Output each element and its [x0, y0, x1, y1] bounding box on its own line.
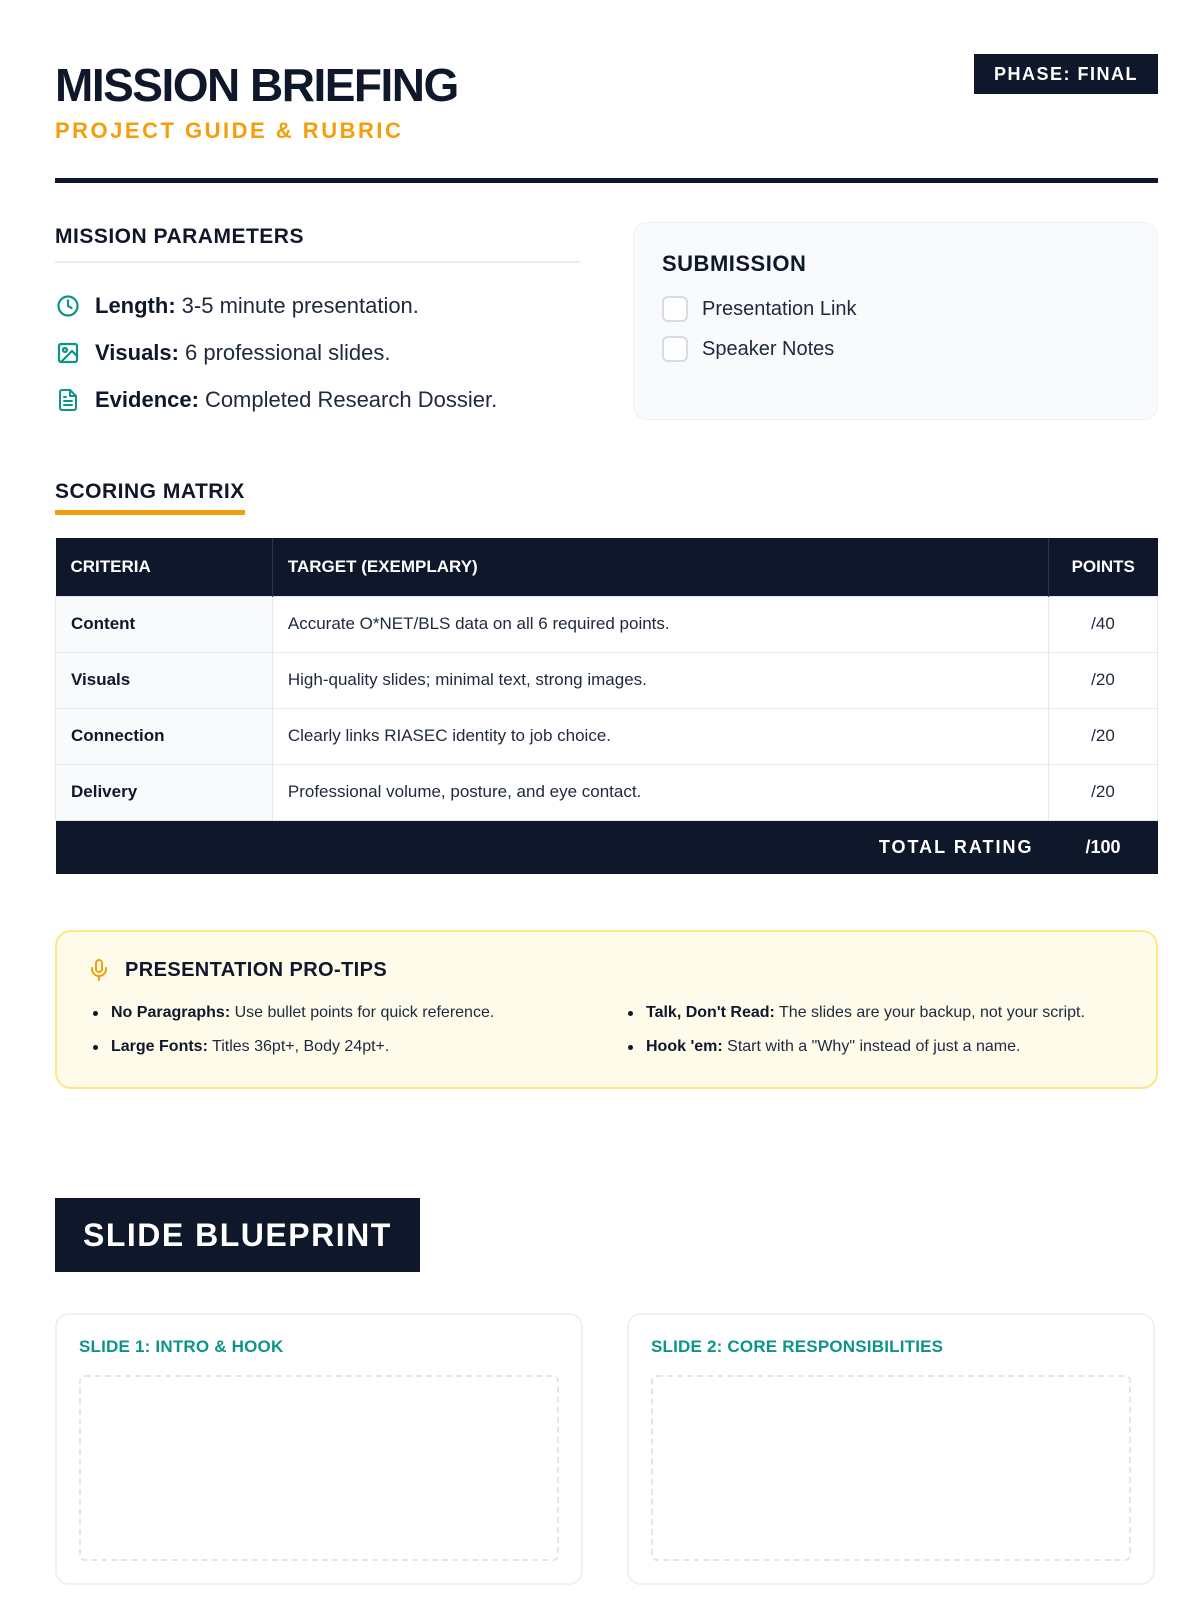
criteria-cell: Content: [56, 596, 273, 652]
checkbox[interactable]: [662, 336, 688, 362]
parameter-label: Visuals:: [95, 339, 179, 365]
tips-heading: PRESENTATION PRO-TIPS: [125, 958, 388, 981]
table-header-row: [56, 538, 1158, 596]
image-icon: [55, 340, 81, 366]
tip-text: The slides are your backup, not your script.: [779, 1004, 1085, 1021]
slide-card: [627, 1313, 1155, 1585]
tip-label: Hook 'em:: [646, 1038, 723, 1055]
slide-writing-area[interactable]: [651, 1375, 1131, 1561]
parameter-item: [55, 376, 580, 423]
target-cell: Accurate O*NET/BLS data on all 6 required points.: [272, 596, 1048, 652]
target-cell: Professional volume, posture, and eye contact.: [272, 764, 1048, 820]
parameter-label: Length:: [95, 292, 176, 318]
slide-writing-area[interactable]: [79, 1375, 559, 1561]
parameter-label: Evidence:: [95, 386, 199, 412]
tips-list: [87, 996, 1126, 1064]
clock-icon: [55, 293, 81, 319]
table-row: [56, 764, 1158, 820]
parameter-value: Completed Research Dossier.: [204, 386, 498, 412]
points-cell: /20: [1049, 764, 1158, 820]
points-cell: /40: [1049, 596, 1158, 652]
target-cell: High-quality slides; minimal text, strong images.: [272, 652, 1048, 708]
tip-item: [622, 1030, 1132, 1064]
submission-item[interactable]: [662, 289, 1129, 329]
criteria-cell: Delivery: [56, 764, 273, 820]
scoring-table: [55, 538, 1158, 874]
header: [55, 58, 1158, 183]
total-label: TOTAL RATING: [56, 820, 1049, 874]
phase-badge: PHASE: FINAL: [974, 54, 1158, 94]
column-header: POINTS: [1049, 538, 1158, 596]
tip-text: Use bullet points for quick reference.: [234, 1004, 495, 1021]
parameter-value: 3-5 minute presentation.: [181, 292, 419, 318]
tip-item: [622, 996, 1132, 1030]
scoring-heading: SCORING MATRIX: [55, 480, 245, 515]
table-row: [56, 596, 1158, 652]
submission-card: [633, 222, 1158, 420]
document-icon: [55, 387, 81, 413]
tip-item: [87, 996, 622, 1030]
blueprint-heading: SLIDE BLUEPRINT: [55, 1198, 420, 1272]
submission-heading: SUBMISSION: [662, 251, 807, 276]
column-header: CRITERIA: [56, 538, 273, 596]
table-row: [56, 708, 1158, 764]
parameter-item: [55, 282, 580, 329]
slide-label: SLIDE 2: CORE RESPONSIBILITIES: [651, 1337, 944, 1356]
page-subtitle: PROJECT GUIDE & RUBRIC: [55, 118, 404, 143]
pro-tips-card: [55, 930, 1158, 1089]
checkbox[interactable]: [662, 296, 688, 322]
tip-item: [87, 1030, 622, 1064]
points-cell: /20: [1049, 652, 1158, 708]
tip-label: Large Fonts:: [111, 1038, 208, 1055]
page-title: MISSION BRIEFING: [55, 59, 458, 111]
checkbox-label: Presentation Link: [702, 297, 857, 320]
slide-label: SLIDE 1: INTRO & HOOK: [79, 1337, 284, 1356]
tip-label: No Paragraphs:: [111, 1004, 231, 1021]
points-cell: /20: [1049, 708, 1158, 764]
tip-text: Titles 36pt+, Body 24pt+.: [212, 1038, 390, 1055]
slide-card: [55, 1313, 583, 1585]
parameters-list: [55, 282, 580, 423]
total-points: /100: [1049, 820, 1158, 874]
total-row: [56, 820, 1158, 874]
parameters-heading: MISSION PARAMETERS: [55, 225, 580, 263]
table-row: [56, 652, 1158, 708]
parameter-value: 6 professional slides.: [184, 339, 391, 365]
tip-label: Talk, Don't Read:: [646, 1004, 775, 1021]
target-cell: Clearly links RIASEC identity to job choice.: [272, 708, 1048, 764]
criteria-cell: Visuals: [56, 652, 273, 708]
tips-header: [87, 958, 1126, 982]
checkbox-label: Speaker Notes: [702, 337, 835, 360]
column-header: TARGET (EXEMPLARY): [272, 538, 1048, 596]
submission-item[interactable]: [662, 329, 1129, 369]
parameter-item: [55, 329, 580, 376]
microphone-icon: [87, 958, 111, 982]
mission-parameters: [55, 225, 580, 423]
tip-text: Start with a "Why" instead of just a name.: [727, 1038, 1021, 1055]
criteria-cell: Connection: [56, 708, 273, 764]
